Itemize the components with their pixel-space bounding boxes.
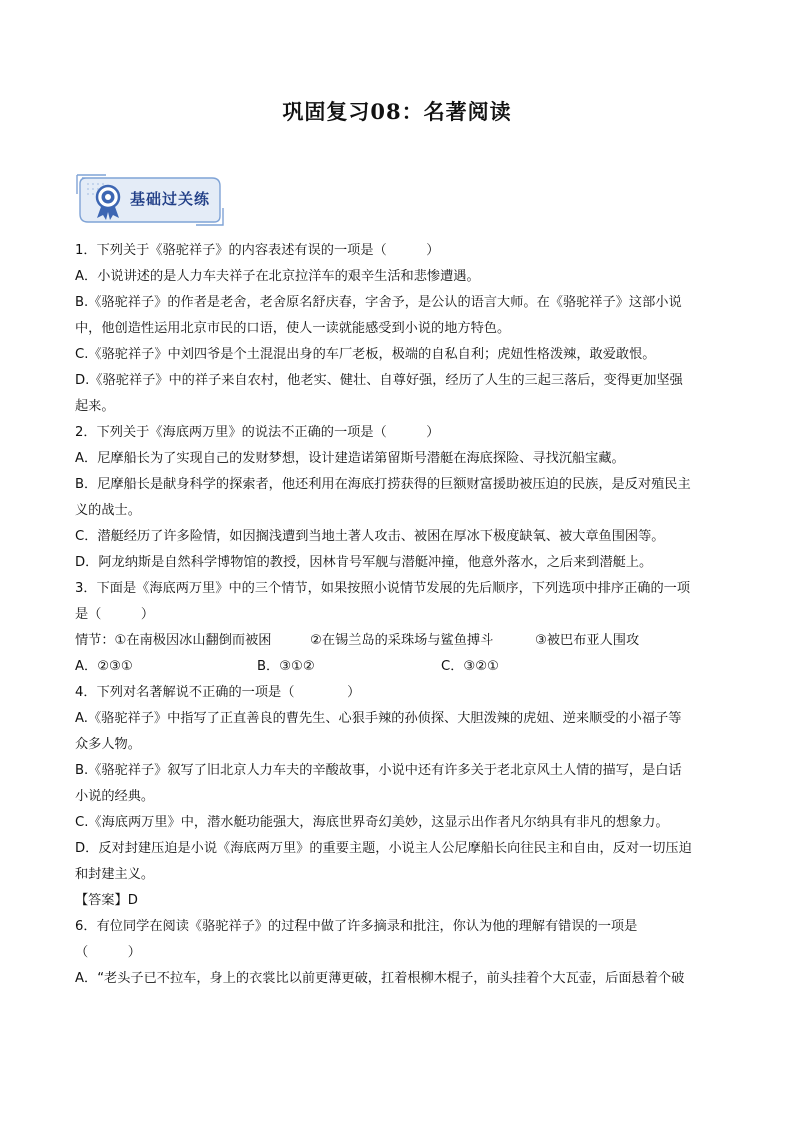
page-title: 巩固复习08：名著阅读 — [282, 99, 512, 124]
q1-option-a: A．小说讲述的是人力车夫祥子在北京拉洋车的艰辛生活和悲惨遭遇。 — [75, 269, 480, 284]
answer-line: 【答案】D — [75, 893, 138, 908]
q4-option-c: C.《海底两万里》中，潜水艇功能强大，海底世界奇幻美妙，这显示出作者凡尔纳具有非凡的想象力。 — [75, 815, 669, 830]
q2-option-d: D．阿龙纳斯是自然科学博物馆的教授，因林肯号军舰与潜艇冲撞，他意外落水，之后来到潜艇上。 — [75, 555, 653, 570]
q2-option-b-line2: 义的战士。 — [75, 503, 141, 518]
q4-option-d-line1: D．反对封建压迫是小说《海底两万里》的重要主题，小说主人公尼摩船长向往民主和自由，反对一切压迫 — [75, 841, 692, 856]
q3-stem-line2: 是（ ） — [75, 607, 155, 622]
q2-option-c: C．潜艇经历了许多险情，如因搁浅遭到当地土著人攻击、被困在厚冰下极度缺氧、被大章鱼围困等。 — [75, 529, 665, 544]
q3-plot-2: ②在锡兰岛的采珠场与鲨鱼搏斗 — [310, 633, 494, 648]
q4-option-b-line2: 小说的经典。 — [75, 789, 155, 804]
q4-option-a-line2: 众多人物。 — [75, 737, 141, 752]
q2-option-a: A．尼摩船长为了实现自己的发财梦想，设计建造诺第留斯号潜艇在海底探险、寻找沉船宝藏。 — [75, 451, 625, 466]
q2-option-b-line1: B．尼摩船长是献身科学的探索者，他还利用在海底打捞获得的巨额财富援助被压迫的民族，是反对殖民主 — [75, 477, 691, 492]
q6-paren: （ ） — [75, 945, 141, 960]
q3-plot-1: 情节：①在南极因冰山翻倒而被困 — [75, 633, 272, 648]
q1-option-b-line2: 中，他创造性运用北京市民的口语，使人一读就能感受到小说的地方特色。 — [75, 321, 511, 336]
q4-option-d-line2: 和封建主义。 — [75, 867, 155, 882]
q1-option-d-line2: 起来。 — [75, 399, 115, 414]
q4-option-b-line1: B.《骆驼祥子》叙写了旧北京人力车夫的辛酸故事，小说中还有许多关于老北京风土人情的描写，是白话 — [75, 763, 682, 778]
q2-stem: 2．下列关于《海底两万里》的说法不正确的一项是（ ） — [75, 425, 440, 440]
q4-stem: 4．下列对名著解说不正确的一项是（ ） — [75, 685, 361, 700]
q1-option-c: C.《骆驼祥子》中刘四爷是个土混混出身的车厂老板，极端的自私自利；虎妞性格泼辣，敢爱敢恨。 — [75, 347, 656, 362]
q3-option-a: A．②③① — [75, 659, 133, 674]
q3-stem-line1: 3．下面是《海底两万里》中的三个情节，如果按照小说情节发展的先后顺序，下列选项中排序正确的一项 — [75, 581, 691, 596]
q1-option-d-line1: D.《骆驼祥子》中的祥子来自农村，他老实、健壮、自尊好强，经历了人生的三起三落后，变得更加坚强 — [75, 373, 683, 388]
q6-option-a: A．“老头子已不拉车，身上的衣裳比以前更薄更破，扛着根柳木棍子，前头挂着个大瓦壶，后面悬着个破 — [75, 971, 685, 986]
section-badge-label: 基础过关练 — [130, 190, 211, 208]
q1-stem: 1．下列关于《骆驼祥子》的内容表述有误的一项是（ ） — [75, 243, 440, 258]
question-list — [75, 238, 725, 992]
q6-stem: 6．有位同学在阅读《骆驼祥子》的过程中做了许多摘录和批注，你认为他的理解有错误的一项是 — [75, 919, 638, 934]
section-badge — [76, 172, 224, 226]
award-ribbon-icon — [92, 184, 124, 220]
q3-plot-list — [75, 628, 725, 654]
q3-options — [75, 654, 725, 680]
q4-option-a-line1: A.《骆驼祥子》中指写了正直善良的曹先生、心狠手辣的孙侦探、大胆泼辣的虎妞、逆来顺受的小福子等 — [75, 711, 682, 726]
q3-option-b: B．③①② — [257, 659, 315, 674]
q1-option-b-line1: B.《骆驼祥子》的作者是老舍，老舍原名舒庆春，字舍予，是公认的语言大师。在《骆驼祥子》这部小说 — [75, 295, 682, 310]
q3-option-c: C．③②① — [441, 659, 499, 674]
q3-plot-3: ③被巴布亚人围攻 — [535, 633, 640, 648]
